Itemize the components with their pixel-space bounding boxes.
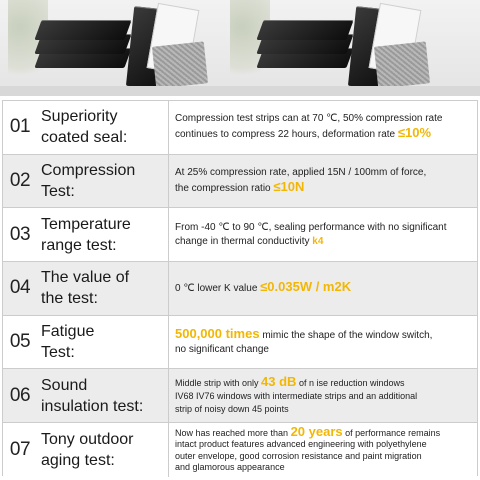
highlight-value: 20 years [290, 423, 343, 439]
highlight-value: ≤10N [273, 179, 305, 195]
row-label: Compression Test: [41, 162, 136, 201]
product-photo-banner [0, 0, 480, 96]
highlight-value: ≤10% [397, 125, 432, 141]
row-label-cell [3, 369, 169, 422]
row-description: 500,000 times mimic the shape of the window switch, no significant change [175, 326, 433, 356]
row-label-cell [3, 262, 169, 315]
row-label-cell [3, 101, 169, 154]
black-sheet [256, 20, 353, 40]
row-label-cell [3, 423, 169, 477]
insulation-sheets-image [34, 4, 224, 92]
row-description-cell [169, 262, 477, 315]
row-label: Sound insulation test: [41, 376, 144, 415]
row-label: The value of the test: [41, 269, 130, 308]
row-description: 0 ℃ lower K value ≤0.035W / m2K [175, 279, 352, 295]
highlight-value: 43 dB [261, 374, 297, 390]
row-number: 05 [9, 331, 31, 353]
row-description: Compression test strips can at 70 ℃, 50% compression rate continues to compress 22 hours, deformation rate ≤10% [175, 113, 443, 141]
row-number: 03 [9, 223, 31, 245]
table-row [3, 423, 477, 477]
window-sill [0, 86, 480, 96]
table-row [3, 208, 477, 262]
row-number: 06 [9, 384, 31, 406]
table-row [3, 262, 477, 316]
test-results-table [2, 100, 478, 476]
black-sheet [34, 20, 131, 40]
row-description-cell [169, 316, 477, 369]
row-description: At 25% compression rate, applied 15N / 100mm of force, the compression ratio ≤10N [175, 167, 427, 195]
highlight-value: k4 [312, 235, 324, 247]
highlight-value: 500,000 times [175, 326, 260, 342]
row-description-cell [169, 208, 477, 261]
table-row [3, 316, 477, 370]
row-label: Tony outdoor aging test: [41, 430, 134, 469]
row-label: Fatigue Test: [41, 323, 95, 362]
row-description-cell [169, 155, 477, 208]
row-number: 07 [9, 438, 31, 460]
row-label: Temperature range test: [41, 215, 131, 254]
row-description: Now has reached more than 20 years of performance remains intact product features advanced engineering with polyethylene outer envelope, good corrosion resistance and paint migration and glamorous appearance [175, 423, 441, 473]
row-description-cell [169, 101, 477, 154]
highlight-value: ≤0.035W / m2K [260, 279, 352, 295]
table-row [3, 155, 477, 209]
insulation-sheets-image [256, 4, 446, 92]
row-number: 01 [9, 116, 31, 138]
row-description: Middle strip with only 43 dB of n ise reduction windows IV68 IV76 windows with intermediate strips and an additional strip of noisy down 45 points [175, 374, 418, 415]
felt-sheet [152, 41, 208, 88]
row-description-cell [169, 369, 477, 422]
row-description-cell [169, 423, 477, 477]
row-description: From -40 ℃ to 90 ℃, sealing performance with no significant change in thermal conductivity k4 [175, 221, 447, 247]
row-number: 04 [9, 277, 31, 299]
table-row [3, 101, 477, 155]
row-label-cell [3, 316, 169, 369]
table-row [3, 369, 477, 423]
row-label: Superiority coated seal: [41, 108, 128, 147]
row-label-cell [3, 155, 169, 208]
felt-sheet [374, 41, 430, 88]
row-number: 02 [9, 170, 31, 192]
row-label-cell [3, 208, 169, 261]
